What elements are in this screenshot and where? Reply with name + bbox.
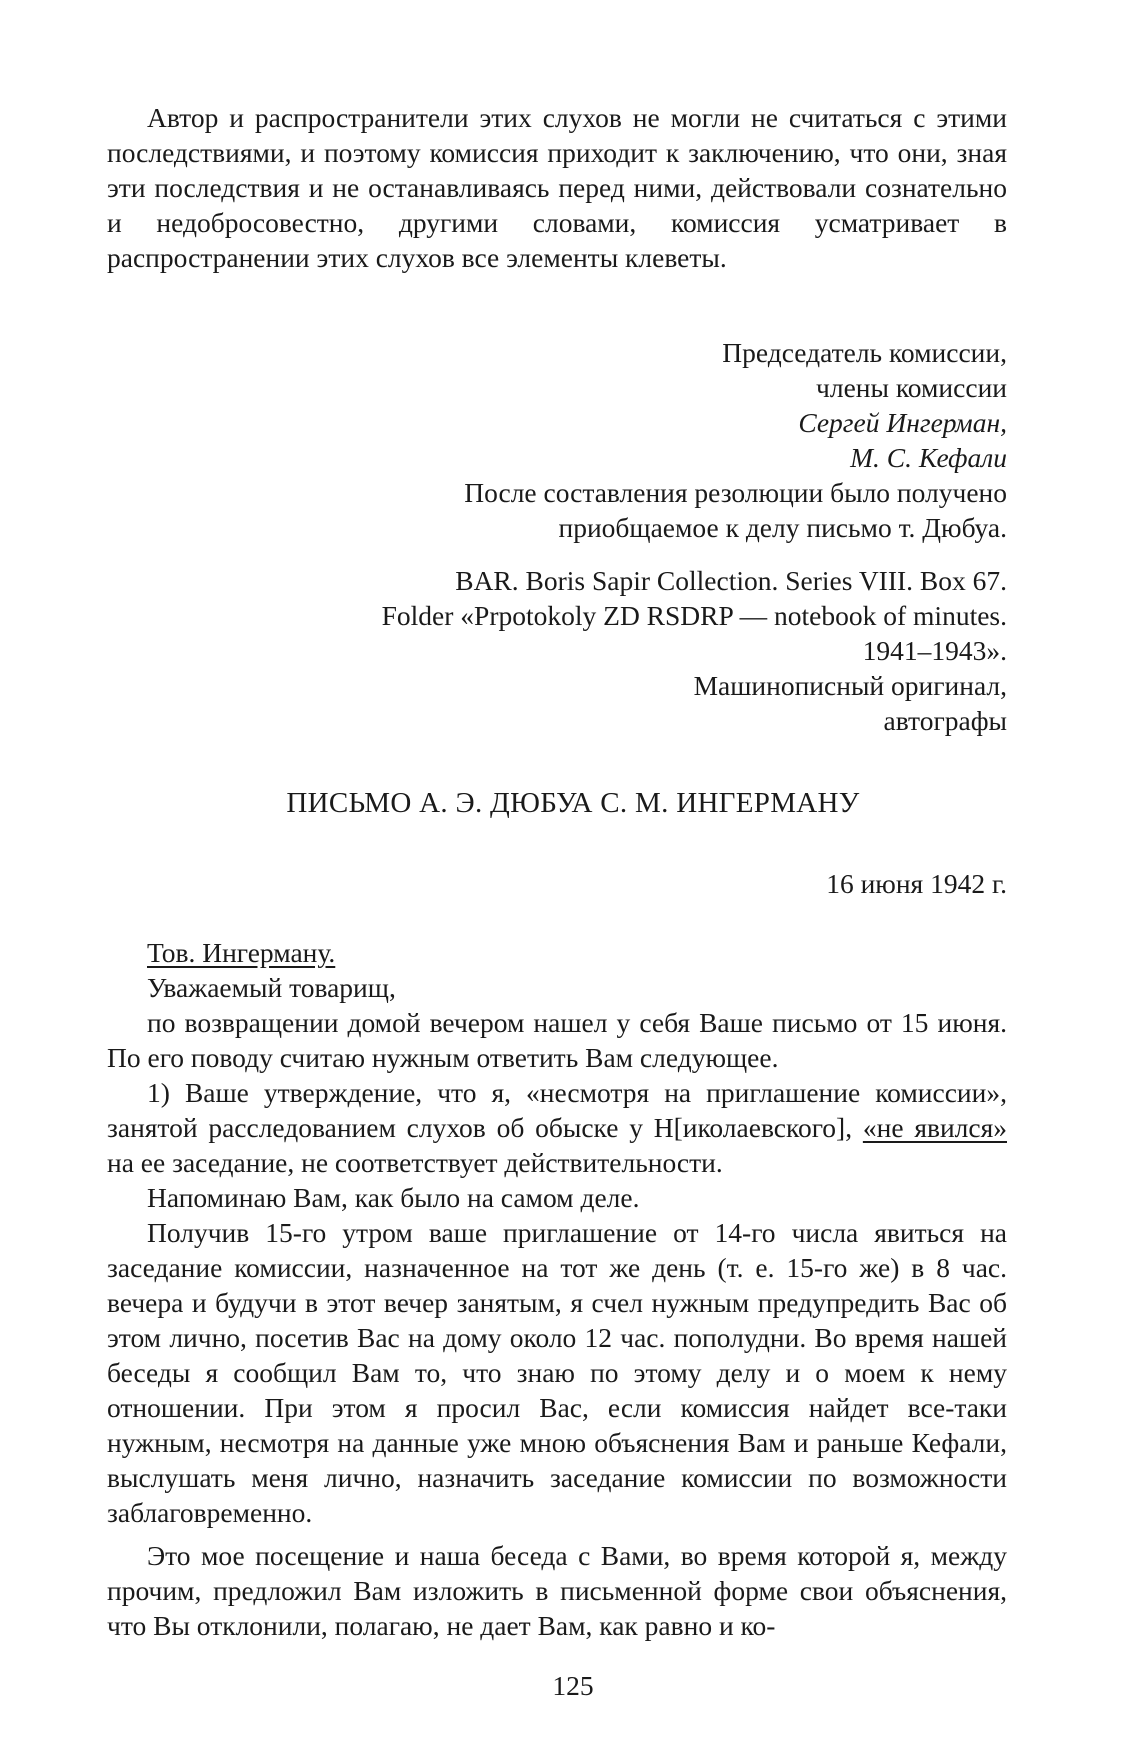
- page-number: 125: [552, 1670, 594, 1701]
- letter-paragraph-1: по возвращении домой вечером нашел у себя Ваше письмо от 15 июня. По его поводу считаю нужным ответить Вам следующее.: [107, 1007, 1007, 1073]
- letter-paragraph-4: Получив 15-го утром ваше приглашение от 14-го числа явиться на заседание комиссии, назначенное на тот же день (т. е. 15-го же) в 8 час. вечера и будучи в этот вечер занятым, я счел нужным предупредить Вас об этом лично, посетив Вас на дому около 12 час. пополудни. Во время нашей беседы я сообщил Вам то, что знаю по этому делу и о моем к нему отношении. При этом я просил Вас, если комиссия найдет все-таки нужным, несмотря на данные уже мною объяснения Вам и раньше Кефали, выслушать меня лично, назначить заседание комиссии по возможности заблаговременно.: [107, 1217, 1007, 1528]
- signature-block: [382, 335, 1007, 738]
- archive-line3: 1941–1943».: [862, 635, 1007, 666]
- signature-note-line2: приобщаемое к делу письмо т. Дюбуа.: [558, 512, 1007, 543]
- signature-note-line1: После составления резолюции было получено: [464, 477, 1007, 508]
- letter-body: [107, 935, 1007, 1643]
- archive-line4: Машинописный оригинал,: [693, 670, 1007, 701]
- letter-date: 16 июня 1942 г.: [826, 868, 1007, 899]
- letter-paragraph-5: Это мое посещение и наша беседа с Вами, во время которой я, между прочим, предложил Вам изложить в письменной форме свои объяснения, что Вы отклонили, полагаю, не дает Вам, как равно и ко-: [107, 1540, 1007, 1641]
- archive-citation: [382, 563, 1007, 738]
- letter-addressee: Тов. Ингерману.: [147, 937, 336, 968]
- intro-block: [107, 100, 1007, 275]
- archive-line2: Folder «Prpotokoly ZD RSDRP — notebook of minutes.: [381, 600, 1007, 631]
- letter-paragraph-3: Напоминаю Вам, как было на самом деле.: [147, 1182, 640, 1213]
- archive-line1: BAR. Boris Sapir Collection. Series VIII. Box 67.: [455, 565, 1007, 596]
- letter-title: ПИСЬМО А. Э. ДЮБУА С. М. ИНГЕРМАНУ: [286, 787, 860, 819]
- letter-salutation: Уважаемый товарищ,: [147, 972, 396, 1003]
- signature-name-kefali: М. С. Кефали: [850, 442, 1007, 473]
- underlined-phrase: «не явился»: [862, 1112, 1007, 1143]
- signature-chairman: Председатель комиссии,: [722, 337, 1007, 368]
- intro-paragraph: Автор и распространители этих слухов не могли не считаться с этими последствиями, и поэтому комиссия приходит к заключению, что они, зная эти последствия и не останавливаясь перед ними, действовали сознательно и недобросовестно, другими словами, комиссия усматривает в распространении этих слухов все элементы клеветы.: [107, 102, 1007, 273]
- archive-line5: автографы: [883, 705, 1007, 736]
- letter-paragraph-2: 1) Ваше утверждение, что я, «несмотря на приглашение комиссии», занятой расследованием слухов об обыске у Н[иколаевского], «не явился» на ее заседание, не соответствует действительности.: [107, 1077, 1007, 1178]
- signature-name-ingerman: Сергей Ингерман,: [798, 407, 1007, 438]
- signature-members: члены комиссии: [816, 372, 1007, 403]
